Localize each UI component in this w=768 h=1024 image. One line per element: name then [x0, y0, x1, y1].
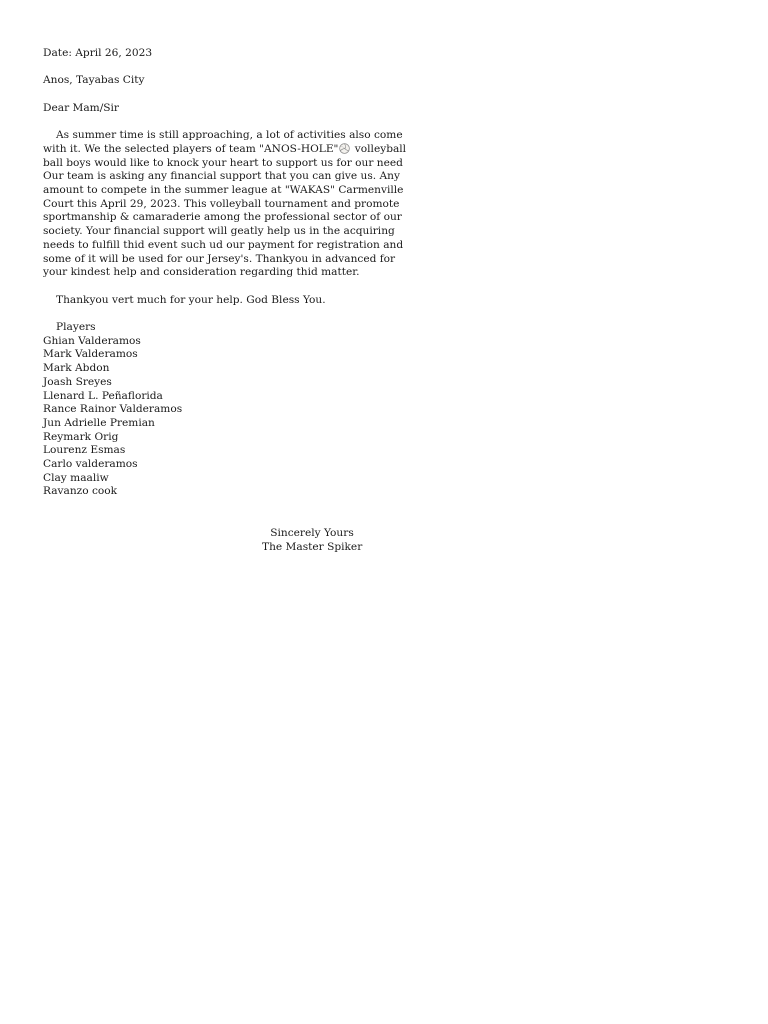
players-list	[43, 335, 383, 499]
body-line: Our team is asking any financial support that you can give us. Any	[43, 170, 400, 183]
body-line: Court this April 29, 2023. This volleyball tournament and promote	[43, 197, 400, 210]
body-line: needs to fulfill thid event such ud our payment for registration and	[43, 238, 404, 251]
player-name: Lourenz Esmas	[43, 444, 126, 457]
player-name: Mark Abdon	[43, 362, 110, 375]
players-heading: Players	[56, 320, 96, 333]
player-name: Reymark Orig	[43, 430, 119, 443]
body-line: your kindest help and consideration regarding thid matter.	[43, 266, 360, 279]
body-line: some of it will be used for our Jersey's. Thankyou in advanced for	[43, 252, 396, 265]
letter-date: Date: April 26, 2023	[43, 47, 153, 59]
body-line: amount to compete in the summer league at "WAKAS" Carmenville	[43, 183, 404, 196]
signature: The Master Spiker	[262, 540, 363, 553]
player-name: Mark Valderamos	[43, 348, 138, 361]
body-line: with it. We the selected players of team "ANOS-HOLE" volleyball	[43, 142, 407, 155]
body-line: As summer time is still approaching, a lot of activities also come	[56, 129, 403, 142]
closing: Sincerely Yours	[270, 527, 354, 539]
letter-body	[43, 129, 407, 280]
letter-salutation: Dear Mam/Sir	[43, 101, 119, 114]
player-name: Llenard L. Peñaflorida	[43, 389, 163, 402]
body-line: society. Your financial support will geatly help us in the acquiring	[43, 225, 395, 238]
volleyball-icon	[339, 143, 350, 154]
signature-block	[262, 527, 362, 554]
player-name: Clay maaliw	[43, 471, 109, 484]
player-name: Joash Sreyes	[43, 375, 112, 388]
body-line: ball boys would like to knock your heart to support us for our need	[43, 156, 403, 169]
player-name: Jun Adrielle Premian	[43, 416, 155, 429]
player-name: Ravanzo cook	[43, 485, 118, 498]
player-name: Rance Rainor Valderamos	[43, 403, 183, 416]
player-name: Carlo valderamos	[43, 458, 138, 471]
player-name: Ghian Valderamos	[43, 334, 141, 347]
body-line: sportmanship & camaraderie among the professional sector of our	[43, 211, 402, 224]
letter-thanks: Thankyou vert much for your help. God Bless You.	[56, 293, 326, 306]
letter-address: Anos, Tayabas City	[43, 74, 145, 87]
letter	[43, 47, 407, 499]
